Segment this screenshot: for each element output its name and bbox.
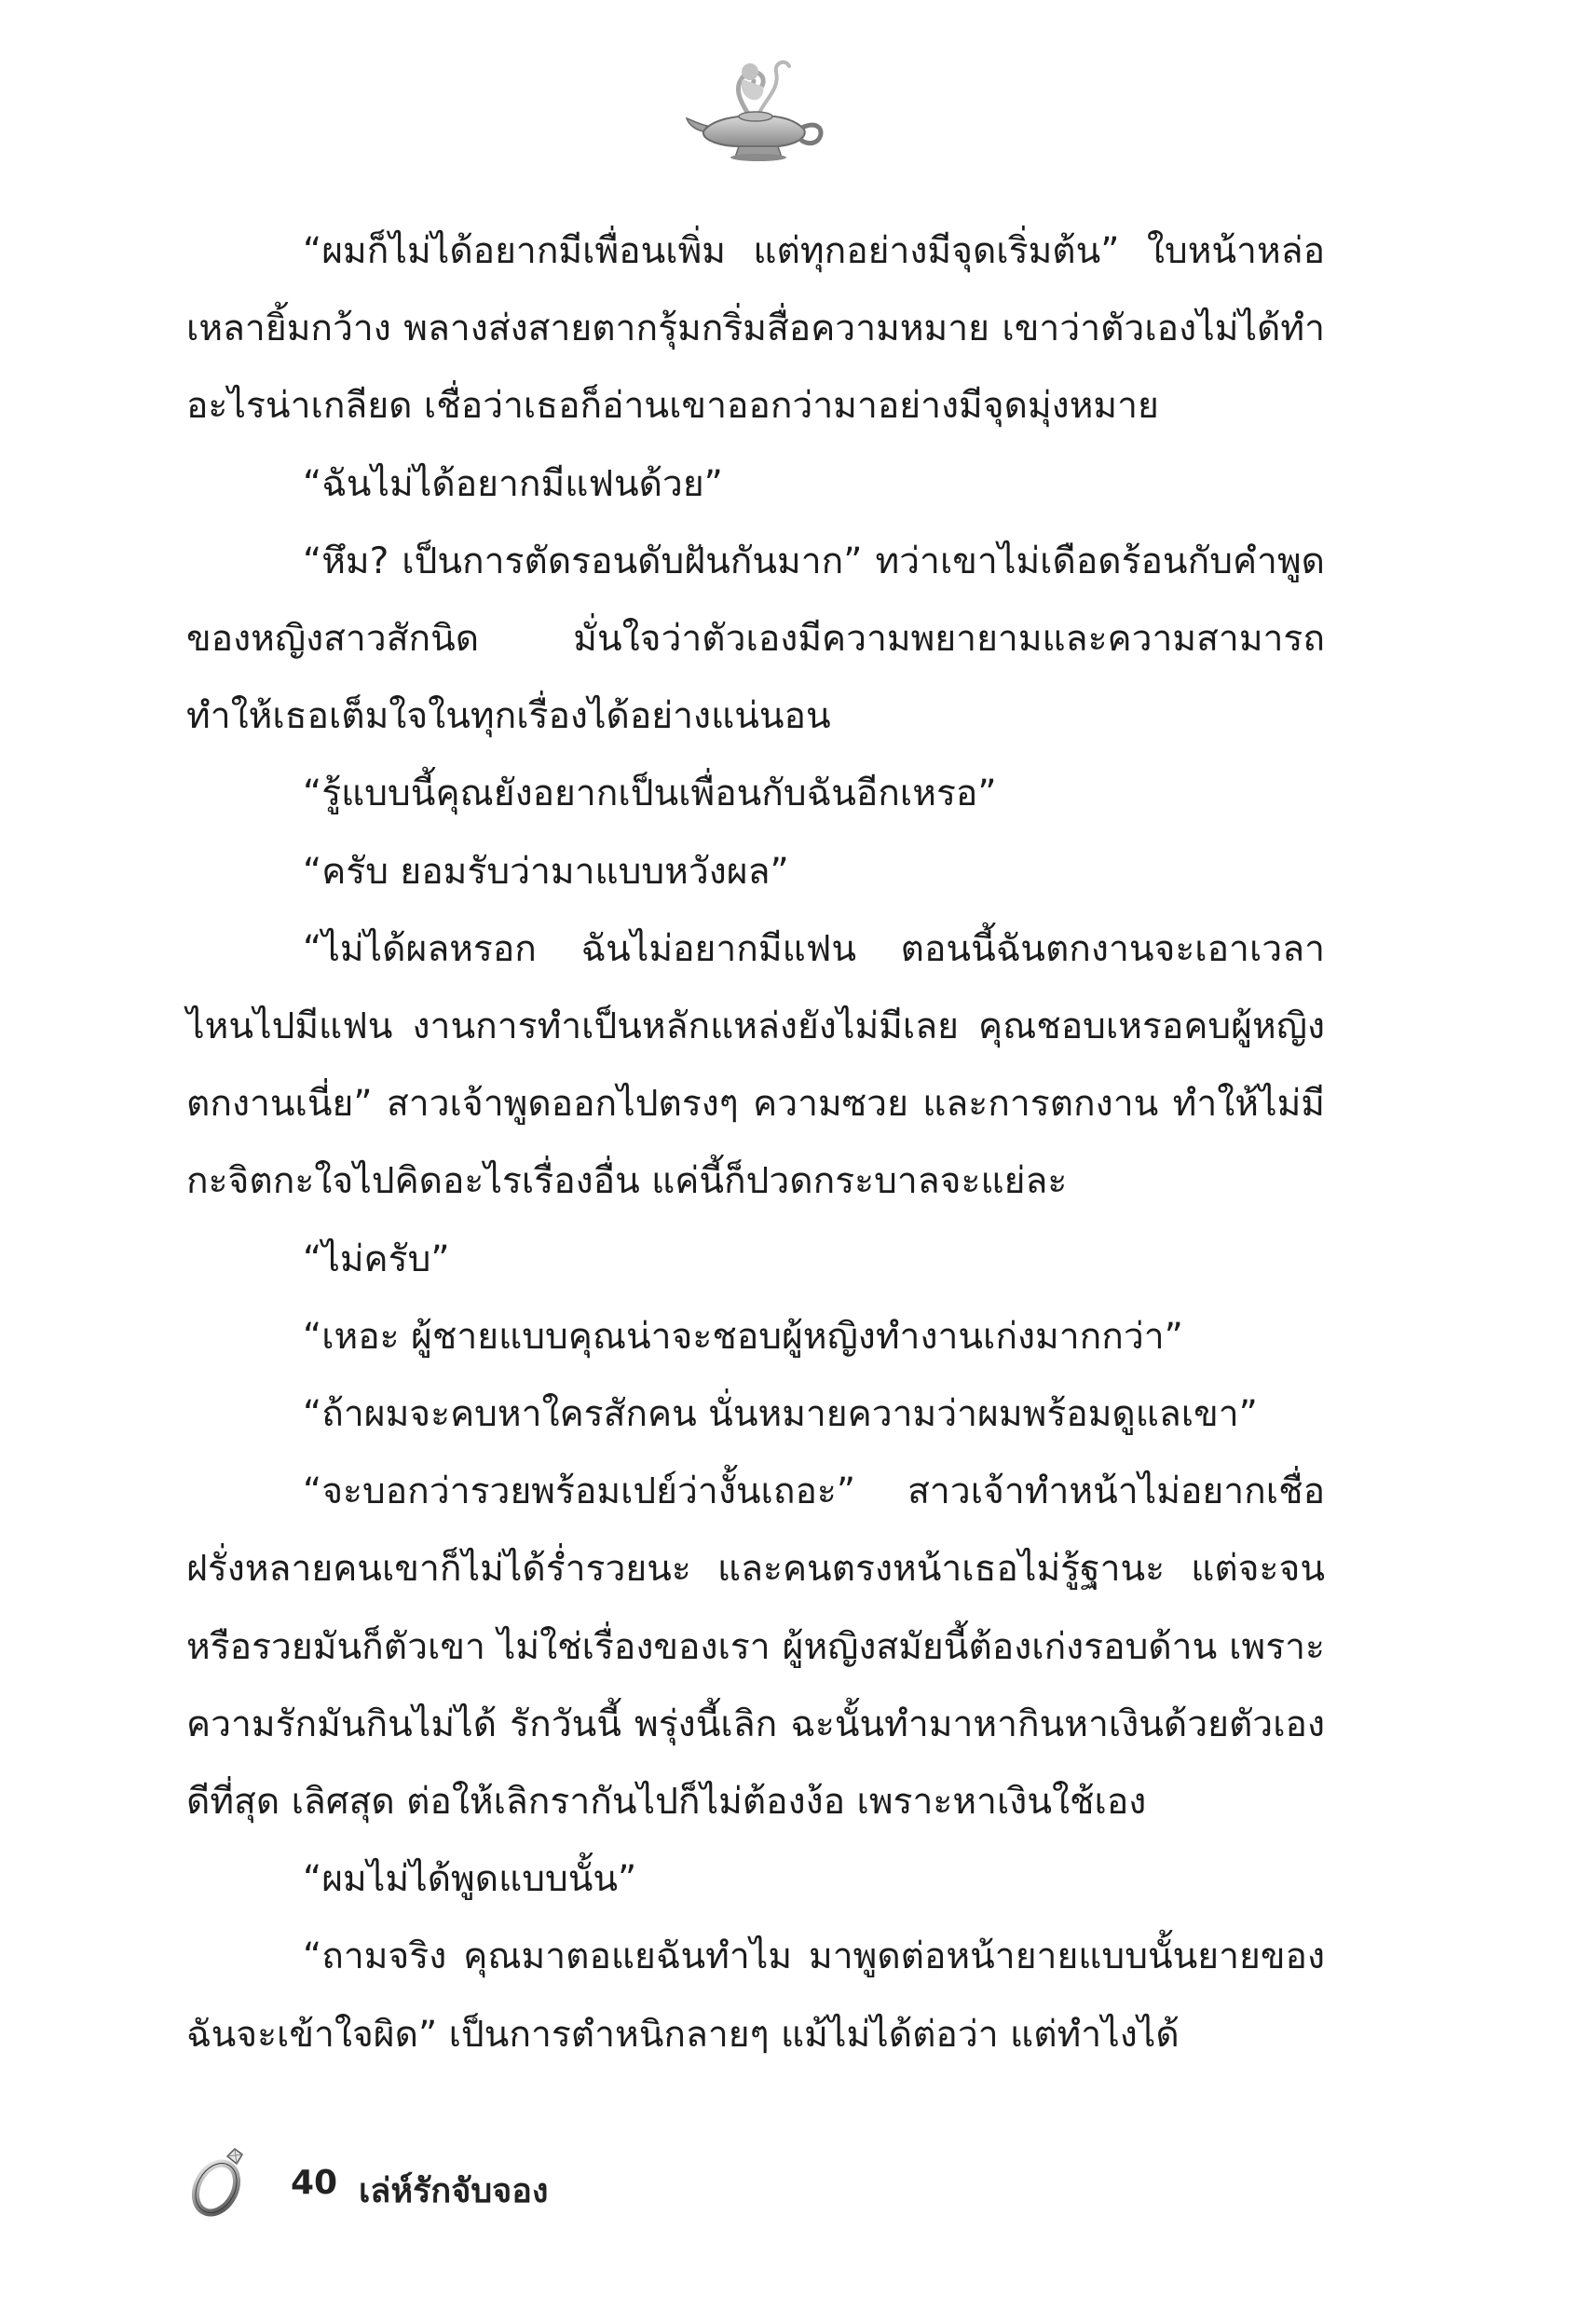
paragraph: “เหอะ ผู้ชายแบบคุณน่าจะชอบผู้หญิงทำงานเก่งมากกว่า” [303,1315,1183,1358]
page-footer [186,2143,839,2227]
diamond-ring-icon [186,2143,252,2218]
genie-lamp-icon [685,51,829,163]
paragraph: “ผมก็ไม่ได้อยากมีเพื่อนเพิ่ม แต่ทุกอย่างมีจุดเริ่มต้น” ใบหน้าหล่อเหลายิ้มกว้าง พลางส่งสายตากรุ้มกริ่มสื่อความหมาย เขาว่าตัวเองไม่ได้ทำอะไรน่าเกลียด เชื่อว่าเธอก็อ่านเขาออกว่ามาอย่างมีจุดมุ่งหมาย [186,230,1325,428]
body-text [186,212,1325,2073]
paragraph: “ฉันไม่ได้อยากมีแฟนด้วย” [303,462,723,505]
paragraph: “ครับ ยอมรับว่ามาแบบหวังผล” [303,850,789,893]
page-number: 40 [291,2164,338,2202]
paragraph: “รู้แบบนี้คุณยังอยากเป็นเพื่อนกับฉันอีกเหรอ” [303,773,997,815]
book-title: เล่ห์รักจับจอง [359,2172,549,2210]
paragraph: “ถ้าผมจะคบหาใครสักคน นั่นหมายความว่าผมพร้อมดูแลเขา” [303,1393,1258,1436]
paragraph: “ไม่ได้ผลหรอก ฉันไม่อยากมีแฟน ตอนนี้ฉันตกงานจะเอาเวลาไหนไปมีแฟน งานการทำเป็นหลักแหล่งยังไม่มีเลย คุณชอบเหรอคบผู้หญิงตกงานเนี่ย” สาวเจ้าพูดออกไปตรงๆ ความซวย และการตกงาน ทำให้ไม่มีกะจิตกะใจไปคิดอะไรเรื่องอื่น แค่นี้ก็ปวดกระบาลจะแย่ละ [186,927,1325,1203]
paragraph: “หึม? เป็นการตัดรอนดับฝันกันมาก” ทว่าเขาไม่เดือดร้อนกับคำพูดของหญิงสาวสักนิด มั่นใจว่าตัวเองมีความพยายามและความสามารถทำให้เธอเต็มใจในทุกเรื่องได้อย่างแน่นอน [186,540,1325,738]
paragraph: “ไม่ครับ” [303,1238,450,1280]
paragraph: “ผมไม่ได้พูดแบบนั้น” [303,1858,637,1901]
paragraph: “ถามจริง คุณมาตอแยฉันทำไม มาพูดต่อหน้ายายแบบนั้นยายของฉันจะเข้าใจผิด” เป็นการตำหนิกลายๆ แม้ไม่ได้ต่อว่า แต่ทำไงได้ [186,1935,1325,2056]
paragraph: “จะบอกว่ารวยพร้อมเปย์ว่างั้นเถอะ” สาวเจ้าทำหน้าไม่อยากเชื่อ ฝรั่งหลายคนเขาก็ไม่ได้ร่ำรวยนะ และคนตรงหน้าเธอไม่รู้ฐานะ แต่จะจนหรือรวยมันก็ตัวเขา ไม่ใช่เรื่องของเรา ผู้หญิงสมัยนี้ต้องเก่งรอบด้าน เพราะความรักมันกินไม่ได้ รักวันนี้ พรุ่งนี้เลิก ฉะนั้นทำมาหากินหาเงินด้วยตัวเองดีที่สุด เลิศสุด ต่อให้เลิกรากันไปก็ไม่ต้องง้อ เพราะหาเงินใช้เอง [186,1470,1325,1824]
